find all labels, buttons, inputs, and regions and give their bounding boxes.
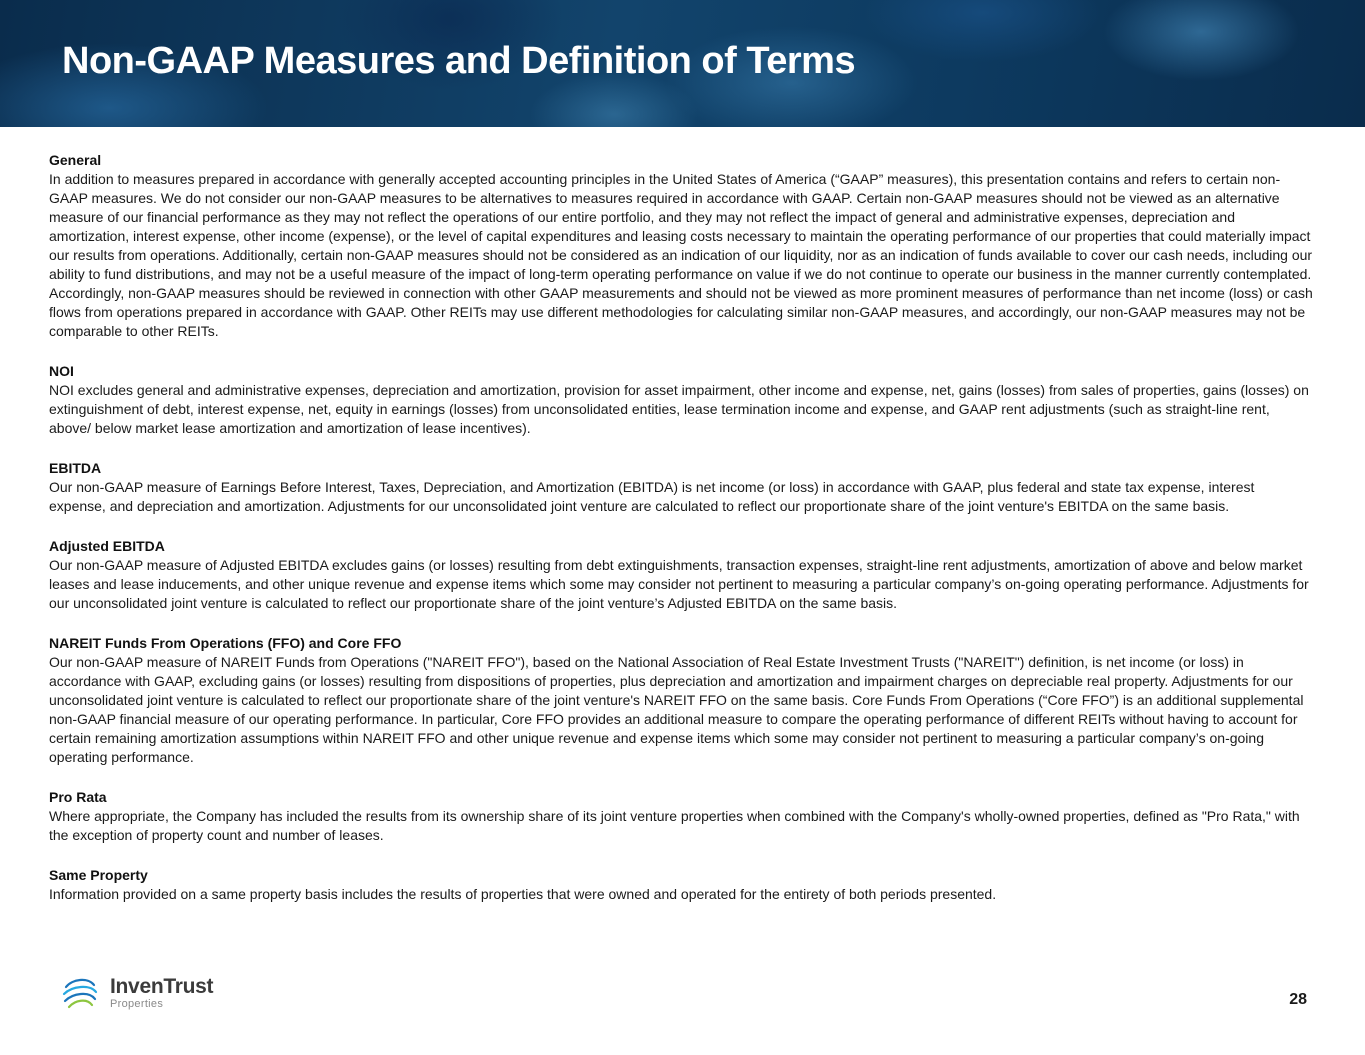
definitions-content [0,127,1365,904]
section-heading: General [49,152,102,168]
section-body: In addition to measures prepared in accordance with generally accepted accounting principles in the United States of America (“GAAP” measures), this presentation contains and refers to certain non-GAAP measures. We do not consider our non-GAAP measures to be alternatives to measures required in accordance with GAAP. Certain non-GAAP measures should not be viewed as an alternative measure of our financial performance as they may not reflect the operations of our entire portfolio, and they may not reflect the impact of general and administrative expenses, depreciation and amortization, interest expense, other income (expense), or the level of capital expenditures and leasing costs necessary to maintain the operating performance of our properties that could materially impact our results from operations. Additionally, certain non-GAAP measures should not be considered as an indication of our liquidity, nor as an indication of funds available to cover our cash needs, including our ability to fund distributions, and may not be a useful measure of the impact of long-term operating performance on value if we do not continue to operate our business in the manner currently contemplated. Accordingly, non-GAAP measures should be reviewed in connection with other GAAP measurements and should not be viewed as more prominent measures of performance than net income (loss) or cash flows from operations prepared in accordance with GAAP. Other REITs may use different methodologies for calculating similar non-GAAP measures, and accordingly, our non-GAAP measures may not be comparable to other REITs. [49,171,1313,339]
section-heading: EBITDA [49,460,102,476]
section-ebitda [49,459,1313,516]
section-body: Our non-GAAP measure of Adjusted EBITDA excludes gains (or losses) resulting from debt extinguishments, transaction expenses, straight-line rent adjustments, amortization of above and below market leases and lease inducements, and other unique revenue and expense items which some may consider not pertinent to measuring a particular company’s on-going operating performance. Adjustments for our unconsolidated joint venture is calculated to reflect our proportionate share of the joint venture’s Adjusted EBITDA on the same basis. [49,557,1309,611]
section-heading: Same Property [49,867,148,883]
page-number: 28 [1289,991,1307,1008]
section-body: Our non-GAAP measure of Earnings Before Interest, Taxes, Depreciation, and Amortization (EBITDA) is net income (or loss) in accordance with GAAP, plus federal and state tax expense, interest expense, and depreciation and amortization. Adjustments for our unconsolidated joint venture are calculated to reflect our proportionate share of the joint venture's EBITDA on the same basis. [49,479,1255,514]
header-banner [0,0,1365,127]
section-same-property [49,866,1313,904]
page-title: Non-GAAP Measures and Definition of Terms [62,40,856,82]
section-body: NOI excludes general and administrative expenses, depreciation and amortization, provision for asset impairment, other income and expense, net, gains (losses) from sales of properties, gains (losses) on extinguishment of debt, interest expense, net, equity in earnings (losses) from unconsolidated entities, lease termination income and expense, and GAAP rent adjustments (such as straight-line rent, above/ below market lease amortization and amortization of lease incentives). [49,382,1309,436]
section-body: Information provided on a same property basis includes the results of properties that were owned and operated for the entirety of both periods presented. [49,886,997,902]
section-noi [49,362,1313,438]
section-body: Our non-GAAP measure of NAREIT Funds from Operations ("NAREIT FFO"), based on the National Association of Real Estate Investment Trusts ("NAREIT") definition, is net income (or loss) in accordance with GAAP, excluding gains (or losses) resulting from dispositions of properties, plus depreciation and amortization and impairment charges on depreciable real property. Adjustments for our unconsolidated joint venture is calculated to reflect our proportionate share of the joint venture's NAREIT FFO on the same basis. Core Funds From Operations (“Core FFO”) is an additional supplemental non-GAAP financial measure of our operating performance. In particular, Core FFO provides an additional measure to compare the operating performance of different REITs without having to account for certain remaining amortization assumptions within NAREIT FFO and other unique revenue and expense items which some may consider not pertinent to measuring a particular company’s on-going operating performance. [49,654,1304,765]
logo-text [110,976,213,1011]
section-heading: NAREIT Funds From Operations (FFO) and Core FFO [49,635,402,651]
section-heading: Pro Rata [49,789,107,805]
section-body: Where appropriate, the Company has included the results from its ownership share of its joint venture properties when combined with the Company's wholly-owned properties, defined as "Pro Rata," with the exception of property count and number of leases. [49,808,1300,843]
section-heading: NOI [49,363,74,379]
brand-name: InvenTrust [110,974,214,998]
section-pro-rata [49,788,1313,845]
inventrust-logo [60,973,213,1013]
section-nareit-ffo-core-ffo [49,634,1313,767]
inventrust-globe-icon [60,973,100,1013]
section-heading: Adjusted EBITDA [49,538,165,554]
section-general [49,151,1313,341]
brand-subtitle: Properties [110,997,164,1010]
section-adjusted-ebitda [49,537,1313,613]
